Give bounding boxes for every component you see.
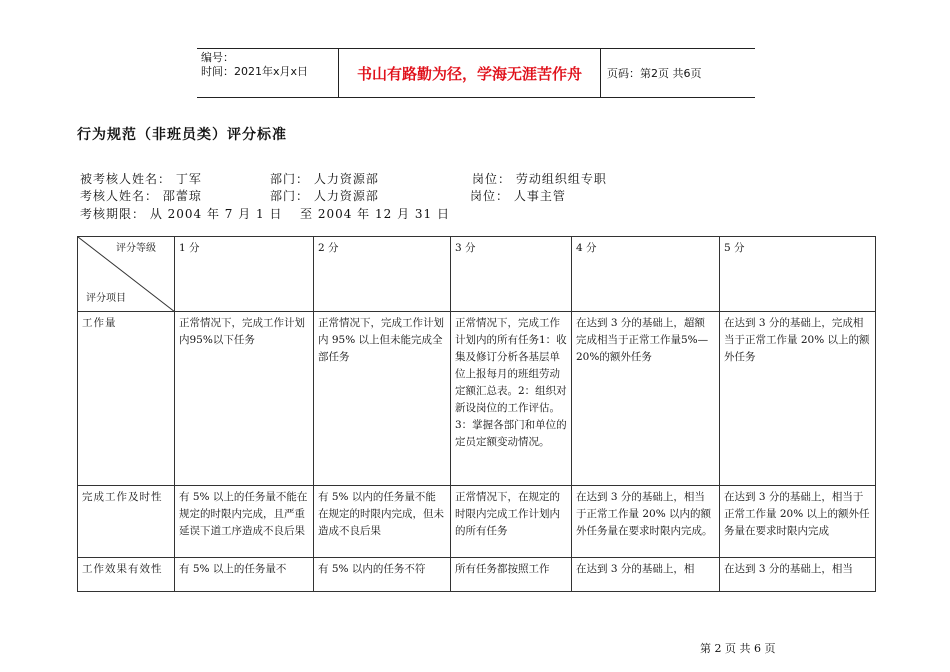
table-cell: 有 5% 以上的任务量不能在规定的时限内完成，且严重延误下道工序造成不良后果: [175, 486, 314, 558]
level-header: 4 分: [572, 237, 720, 312]
assessor-name: 考核人姓名： 邵蕾琼: [80, 189, 202, 203]
header-page-label: 页码：第2页 共6页: [607, 67, 702, 80]
table-cell: 正常情况下，完成工作计划内95%以下任务: [175, 312, 314, 486]
page-footer: 第 2 页 共 6 页: [700, 642, 776, 655]
table-cell: 在达到 3 分的基础上，相当于正常工作量 20% 以上的额外任务量在要求时限内完成: [720, 486, 876, 558]
corner-cell: [78, 237, 175, 312]
table-cell: 在达到 3 分的基础上，相当: [720, 558, 876, 592]
row-item-label: 完成工作及时性: [78, 486, 175, 558]
header-motto: 书山有路勤为径，学海无涯苦作舟: [339, 49, 601, 97]
assessor-post: 岗位： 人事主管: [470, 189, 566, 203]
level-header: 1 分: [175, 237, 314, 312]
period-from: 考核期限： 从 2004 年 7 月 1 日: [80, 207, 283, 221]
time-label: 时间：2021年x月x日: [201, 65, 309, 78]
table-cell: 有 5% 以上的任务量不: [175, 558, 314, 592]
scoring-table: [77, 236, 876, 592]
table-cell: 正常情况下，完成工作计划内的所有任务1：收集及修订分析各基层单位上报每月的班组劳动定额汇总表。2：组织对新设岗位的工作评估。3：掌握各部门和单位的定员定额变动情况。: [451, 312, 572, 486]
table-cell: 有 5% 以内的任务不符: [314, 558, 451, 592]
header-meta: [197, 49, 339, 97]
corner-top-label: 评分等级: [116, 243, 156, 254]
table-row: [78, 558, 876, 592]
table-row: [78, 486, 876, 558]
level-header: 3 分: [451, 237, 572, 312]
table-cell: 在达到 3 分的基础上，相: [572, 558, 720, 592]
table-header-row: [78, 237, 876, 312]
assessee-name: 被考核人姓名： 丁军: [80, 172, 202, 186]
row-item-label: 工作效果有效性: [78, 558, 175, 592]
period-to: 至 2004 年 12 月 31 日: [300, 207, 450, 221]
assessor-dept: 部门： 人力资源部: [270, 189, 379, 203]
assessee-dept: 部门： 人力资源部: [270, 172, 379, 186]
table-row: [78, 312, 876, 486]
number-label: 编号：: [201, 51, 234, 64]
table-cell: 正常情况下，完成工作计划内 95% 以上但未能完成全部任务: [314, 312, 451, 486]
level-header: 2 分: [314, 237, 451, 312]
table-cell: 所有任务都按照工作: [451, 558, 572, 592]
document-title: 行为规范（非班员类）评分标准: [77, 127, 287, 143]
table-cell: 正常情况下，在规定的时限内完成工作计划内的所有任务: [451, 486, 572, 558]
level-header: 5 分: [720, 237, 876, 312]
table-cell: 在达到 3 分的基础上，相当于正常工作量 20% 以内的额外任务量在要求时限内完成。: [572, 486, 720, 558]
row-item-label: 工作量: [78, 312, 175, 486]
table-cell: 在达到 3 分的基础上，完成相当于正常工作量 20% 以上的额外任务: [720, 312, 876, 486]
page-header: [197, 48, 755, 98]
table-cell: 在达到 3 分的基础上，超额完成相当于正常工作量5%—20%的额外任务: [572, 312, 720, 486]
corner-bottom-label: 评分项目: [86, 293, 126, 304]
assessee-post: 岗位： 劳动组织组专职: [472, 172, 607, 186]
table-cell: 有 5% 以内的任务量不能在规定的时限内完成，但未造成不良后果: [314, 486, 451, 558]
